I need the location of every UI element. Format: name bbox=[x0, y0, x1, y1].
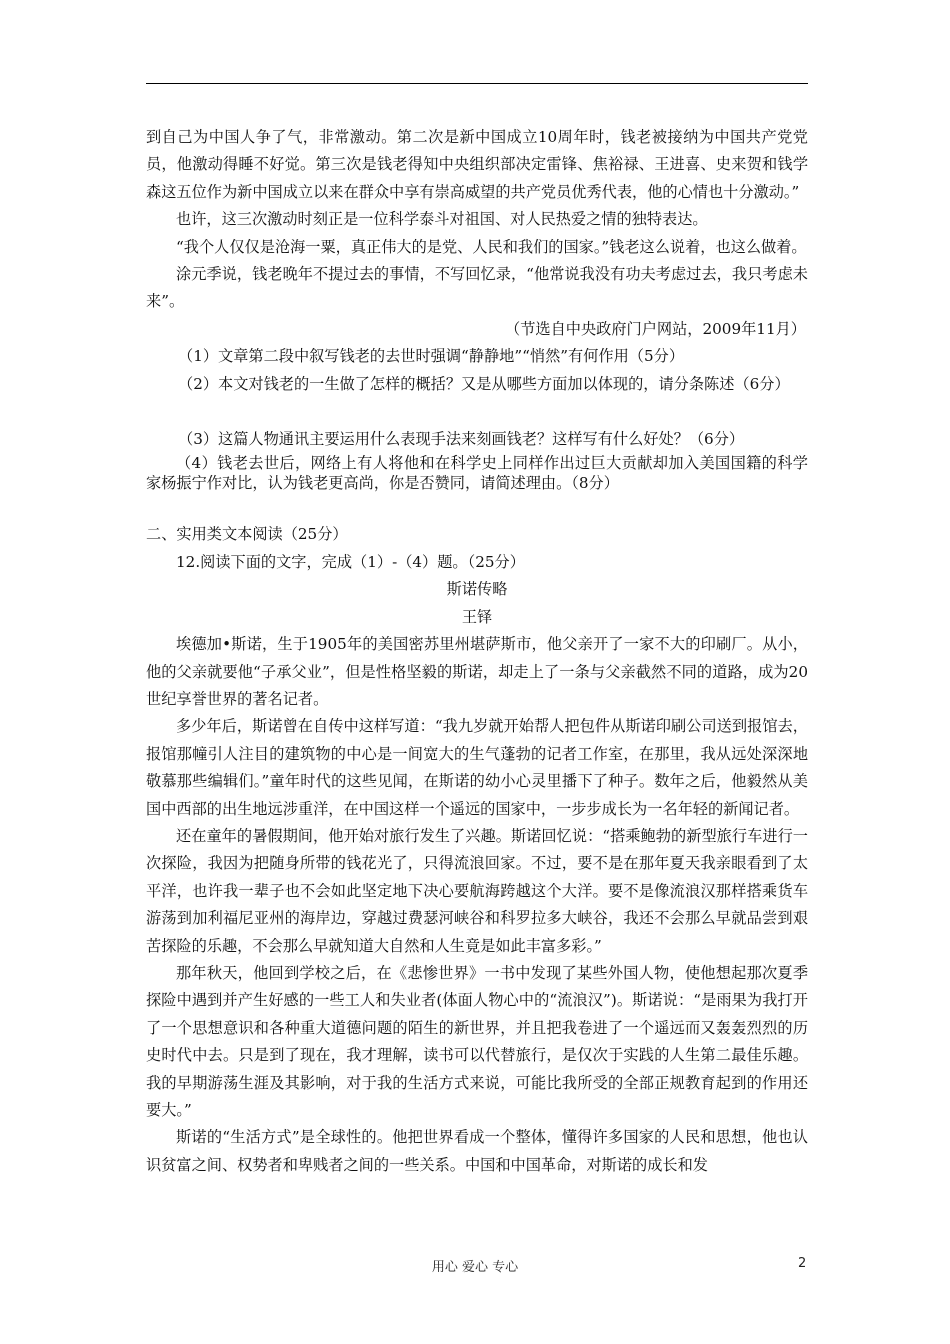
article-author: 王铎 bbox=[461, 607, 493, 626]
article-paragraph: 多少年后，斯诺曾在自传中这样写道：“我九岁就开始帮人把包件从斯诺印刷公司送到报馆去，报馆那幢引人注目的建筑物的中心是一间宽大的生气蓬勃的记者工作室，在那里，我从远处深深地敬慕那些编辑们。”童年时代的这些见闻，在斯诺的幼小心灵里播下了种子。数年之后，他毅然从美国中西部的出生地远涉重洋，在中国这样一个遥远的国家中，一步步成长为一名年轻的新闻记者。 bbox=[146, 717, 808, 818]
section-spacer bbox=[146, 493, 808, 521]
article-paragraph: 那年秋天，他回到学校之后，在《悲惨世界》一书中发现了某些外国人物，使他想起那次夏季探险中遇到并产生好感的一些工人和失业者(体面人物心中的“流浪汉”)。斯诺说：“是雨果为我打开了一个思想意识和各种重大道德问题的陌生的新世界，并且把我卷进了一个遥远而又轰轰烈烈的历史时代中去。只是到了现在，我才理解，读书可以代替旅行，是仅次于实践的人生第二最佳乐趣。我的早期游荡生涯及其影响，对于我的生活方式来说，可能比我所受的全部正规教育起到的作用还要大。” bbox=[146, 963, 808, 1119]
question-1: （1）文章第二段中叙写钱老的去世时强调“静静地”“悄然”有何作用（5分） bbox=[178, 347, 685, 366]
article-paragraph: 还在童年的暑假期间，他开始对旅行发生了兴趣。斯诺回忆说：“搭乘鲍勃的新型旅行车进行一次探险，我因为把随身所带的钱花光了，只得流浪回家。不过，要不是在那年夏天我亲眼看到了太平洋，也许我一辈子也不会如此坚定地下决心要航海跨越这个大洋。要不是像流浪汉那样搭乘货车游荡到加利福尼亚州的海岸边，穿越过费瑟河峡谷和科罗拉多大峡谷，我还不会那么早就品尝到艰苦探险的乐趣，不会那么早就知道大自然和人生竟是如此丰富多彩。” bbox=[146, 826, 808, 955]
instruction: 12.阅读下面的文字，完成（1）-（4）题。（25分） bbox=[176, 552, 525, 571]
article-title: 斯诺传略 bbox=[446, 580, 508, 599]
header-rule bbox=[146, 83, 808, 84]
document-body bbox=[146, 124, 808, 1179]
body-paragraph: 也许，这三次激动时刻正是一位科学泰斗对祖国、对人民热爱之情的独特表达。 bbox=[176, 210, 708, 229]
page-number: 2 bbox=[798, 1256, 807, 1271]
source-note: （节选自中央政府门户网站，2009年11月） bbox=[505, 319, 806, 338]
question-2: （2）本文对钱老的一生做了怎样的概括？又是从哪些方面加以体现的，请分条陈述（6分） bbox=[178, 374, 790, 393]
question-4: （4）钱老去世后，网络上有人将他和在科学史上同样作出过巨大贡献却加入美国国籍的科学家杨振宁作对比，认为钱老更高尚，你是否赞同，请简述理由。（8分） bbox=[146, 454, 808, 493]
article-paragraph: 斯诺的“生活方式”是全球性的。他把世界看成一个整体，懂得许多国家的人民和思想，他也认识贫富之间、权势者和卑贱者之间的一些关系。中国和中国革命，对斯诺的成长和发 bbox=[146, 1128, 808, 1174]
question-3: （3）这篇人物通讯主要运用什么表现手法来刻画钱老？这样写有什么好处？（6分） bbox=[178, 430, 745, 449]
section-heading: 二、实用类文本阅读（25分） bbox=[146, 525, 348, 544]
body-paragraph: 涂元季说，钱老晚年不提过去的事情，不写回忆录，“他常说我没有功夫考虑过去，我只考虑未来”。 bbox=[146, 265, 808, 311]
body-paragraph: “我个人仅仅是沧海一粟，真正伟大的是党、人民和我们的国家。”钱老这么说着，也这么做着。 bbox=[176, 237, 807, 256]
article-paragraph: 埃德加•斯诺，生于1905年的美国密苏里州堪萨斯市，他父亲开了一家不大的印刷厂。从小，他的父亲就要他“子承父业”，但是性格坚毅的斯诺，却走上了一条与父亲截然不同的道路，成为20世纪享誉世界的著名记者。 bbox=[146, 635, 808, 708]
body-paragraph: 到自己为中国人争了气，非常激动。第二次是新中国成立10周年时，钱老被接纳为中国共产党党员，他激动得睡不好觉。第三次是钱老得知中央组织部决定雷锋、焦裕禄、王进喜、史来贺和钱学森这五位作为新中国成立以来在群众中享有崇高威望的共产党员优秀代表，他的心情也十分激动。” bbox=[146, 128, 808, 201]
answer-space bbox=[146, 398, 808, 426]
footer-text: 用心 爱心 专心 bbox=[431, 1260, 519, 1275]
